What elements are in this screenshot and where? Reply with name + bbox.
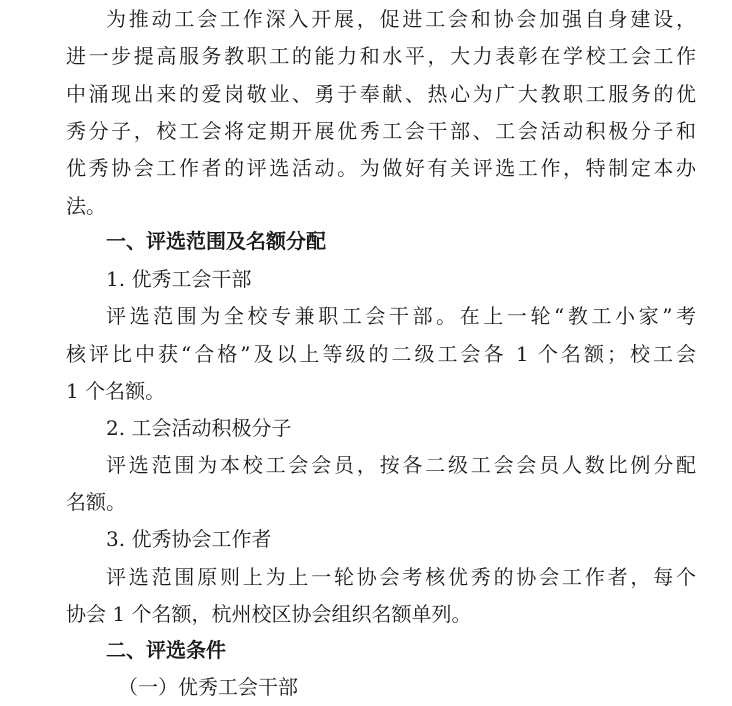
intro-line-3: 中涌现出来的爱岗敬业、勇于奉献、热心为广大教职工服务的优 [66,82,696,106]
item-title-union-cadre: 1. 优秀工会干部 [106,267,252,291]
item1-text-line-3: 1 个名额。 [66,379,166,403]
item-title-association-worker: 3. 优秀协会工作者 [106,527,272,551]
section-heading-scope: 一、评选范围及名额分配 [106,229,326,253]
intro-line-2: 进一步提高服务教职工的能力和水平，大力表彰在学校工会工作 [66,44,696,68]
intro-line-6: 法。 [66,194,106,218]
item1-text-line-2: 核评比中获“合格”及以上等级的二级工会各 1 个名额；校工会 [66,342,696,366]
subsection-title-union-cadre: （一）优秀工会干部 [118,675,298,699]
item-title-activist: 2. 工会活动积极分子 [106,416,292,440]
item3-text-line-2: 协会 1 个名额，杭州校区协会组织名额单列。 [66,602,472,626]
intro-line-1: 为推动工会工作深入开展，促进工会和协会加强自身建设， [106,7,696,31]
item1-text-line-1: 评选范围为全校专兼职工会干部。在上一轮“教工小家”考 [106,304,696,328]
item3-text-line-1: 评选范围原则上为上一轮协会考核优秀的协会工作者，每个 [106,565,696,589]
item2-text-line-1: 评选范围为本校工会会员，按各二级工会会员人数比例分配 [106,453,696,477]
intro-line-4: 秀分子，校工会将定期开展优秀工会干部、工会活动积极分子和 [66,119,696,143]
intro-line-5: 优秀协会工作者的评选活动。为做好有关评选工作，特制定本办 [66,156,696,180]
section-heading-criteria: 二、评选条件 [106,638,226,662]
item2-text-line-2: 名额。 [66,490,126,514]
